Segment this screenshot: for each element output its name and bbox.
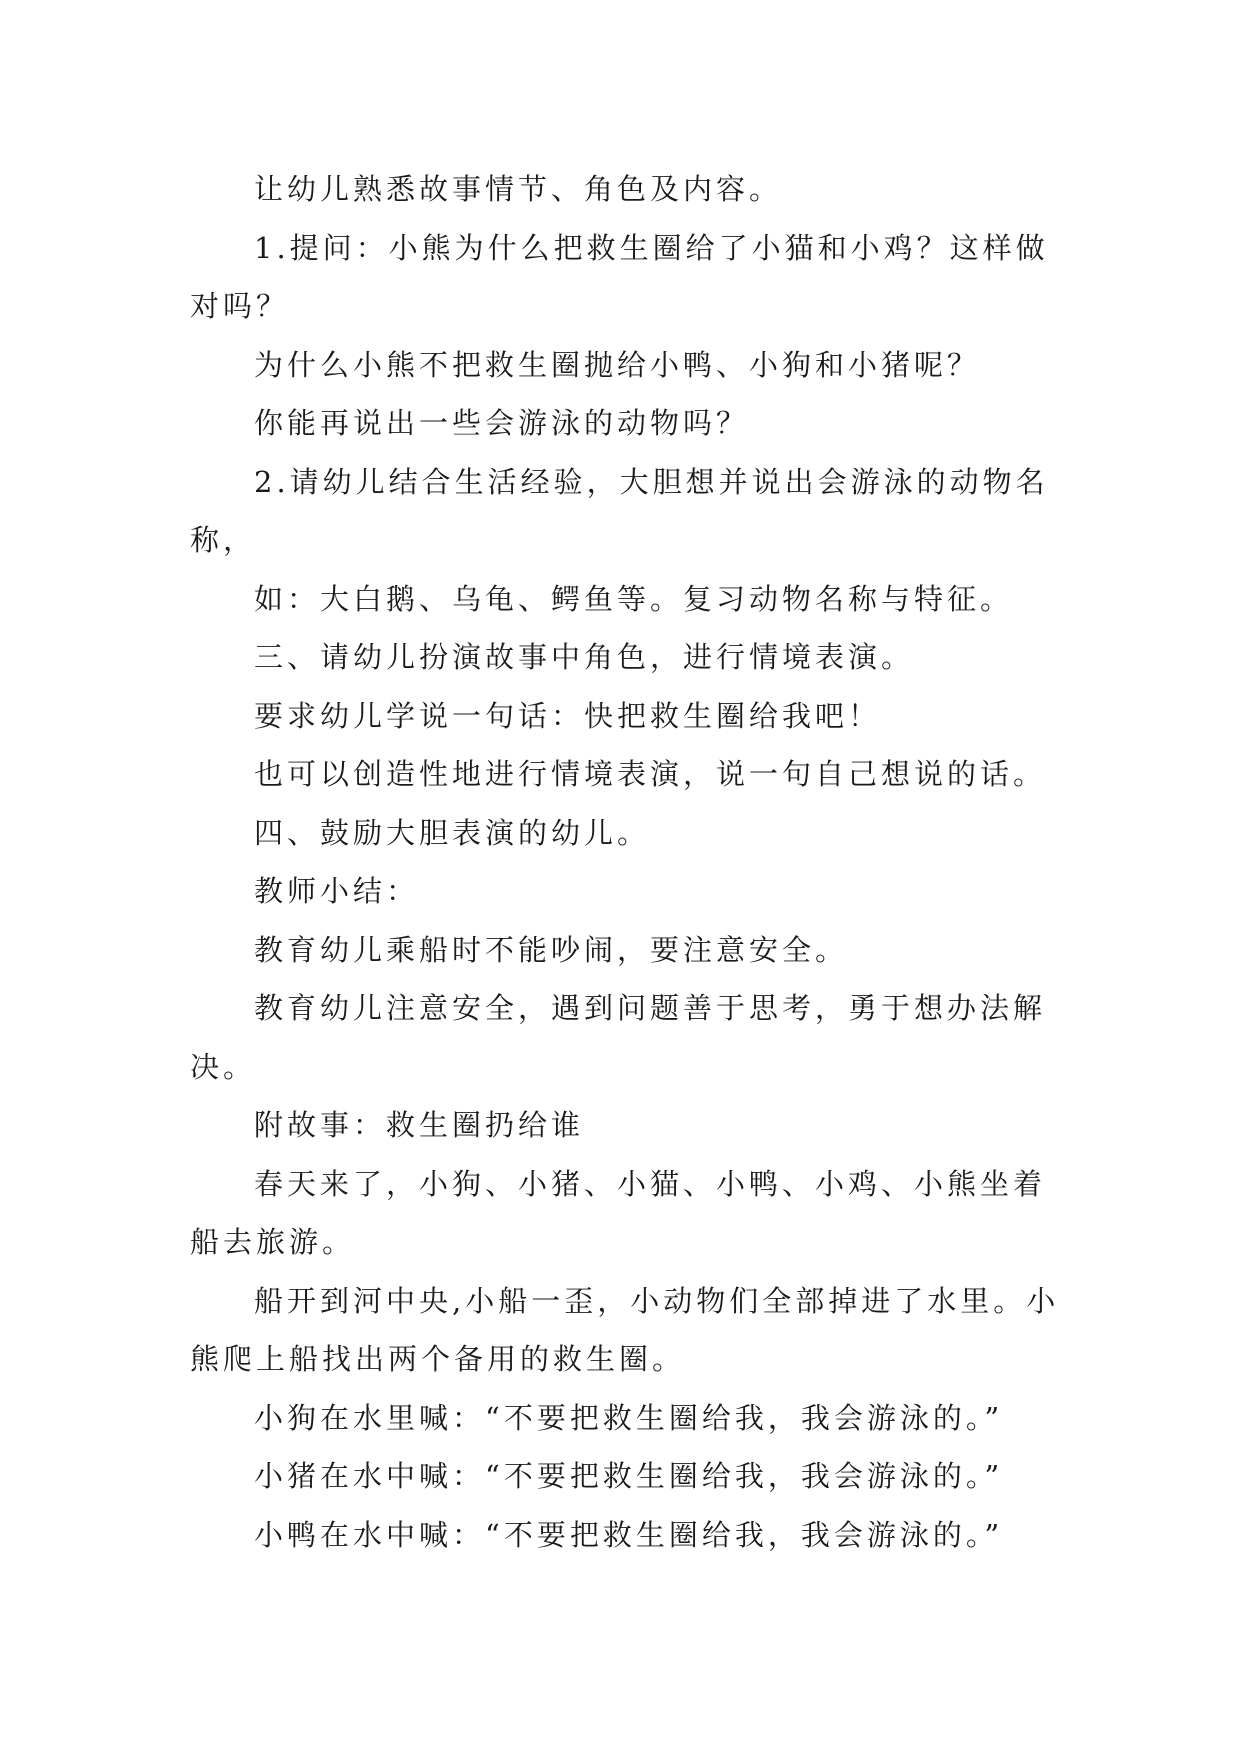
paragraph: 你能再说出一些会游泳的动物吗？ xyxy=(254,406,750,440)
section-heading: 四、鼓励大胆表演的幼儿。 xyxy=(254,815,651,850)
paragraph: 教育幼儿注意安全，遇到问题善于思考，勇于想办法解决。 xyxy=(190,991,1047,1084)
story-paragraph: 小狗在水里喊：“不要把救生圈给我，我会游泳的。” xyxy=(254,1400,1004,1435)
paragraph: 也可以创造性地进行情境表演，说一句自己想说的话。 xyxy=(254,757,1047,791)
paragraph: 1.提问：小熊为什么把救生圈给了小猫和小鸡？这样做对吗？ xyxy=(190,230,1049,323)
paragraph: 2.请幼儿结合生活经验，大胆想并说出会游泳的动物名称， xyxy=(190,464,1049,557)
paragraph: 教育幼儿乘船时不能吵闹，要注意安全。 xyxy=(254,932,849,967)
subheading: 教师小结： xyxy=(254,874,420,908)
story-paragraph: 船开到河中央,小船一歪，小动物们全部掉进了水里。小熊爬上船找出两个备用的救生圈。 xyxy=(190,1283,1060,1376)
story-paragraph: 春天来了，小狗、小猪、小猫、小鸭、小鸡、小熊坐着船去旅游。 xyxy=(190,1166,1047,1259)
document-body xyxy=(190,160,1060,1564)
story-title: 附故事：救生圈扔给谁 xyxy=(254,1108,585,1142)
story-paragraph: 小鸭在水中喊：“不要把救生圈给我，我会游泳的。” xyxy=(254,1517,1004,1552)
story-paragraph: 小猪在水中喊：“不要把救生圈给我，我会游泳的。” xyxy=(254,1459,1004,1493)
section-heading: 三、请幼儿扮演故事中角色，进行情境表演。 xyxy=(254,640,915,674)
paragraph: 如：大白鹅、乌龟、鳄鱼等。复习动物名称与特征。 xyxy=(254,581,1014,616)
paragraph: 让幼儿熟悉故事情节、角色及内容。 xyxy=(254,172,783,206)
paragraph: 为什么小熊不把救生圈抛给小鸭、小狗和小猪呢？ xyxy=(254,347,981,382)
paragraph: 要求幼儿学说一句话：快把救生圈给我吧！ xyxy=(254,698,882,733)
